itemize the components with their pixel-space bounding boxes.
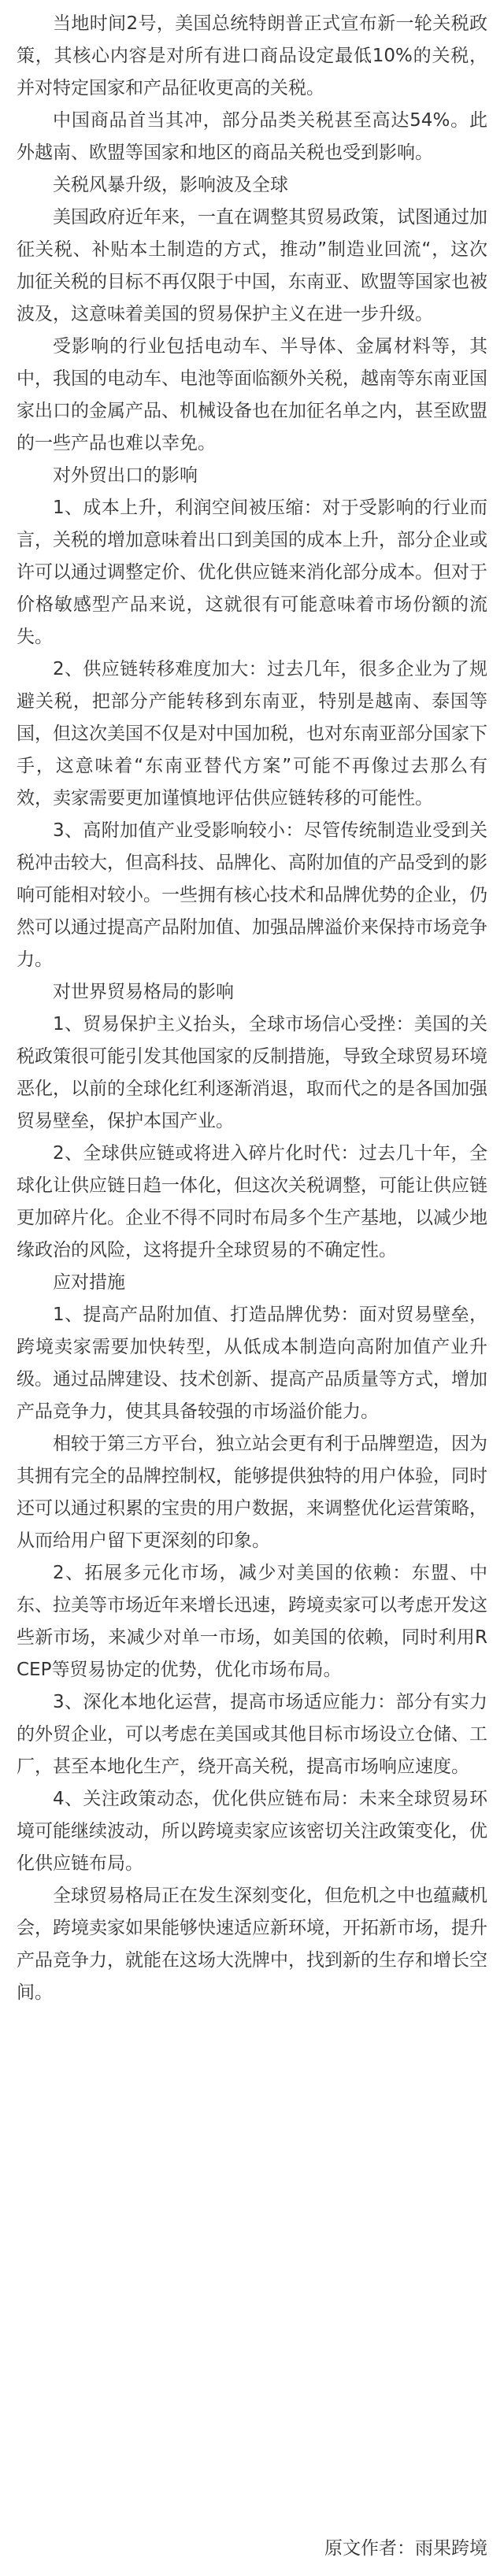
paragraph: 美国政府近年来，一直在调整其贸易政策，试图通过加征关税、补贴本土制造的方式，推动”制造业回流“，这次加征关税的目标不再仅限于中国，东南亚、欧盟等国家也被波及，这意味着美国的贸易保护主义在进一步升级。	[17, 207, 487, 324]
paragraph: 1、贸易保护主义抬头，全球市场信心受挫：美国的关税政策很可能引发其他国家的反制措施，导致全球贸易环境恶化，以前的全球化红利逐渐消退，取而代之的是各国加强贸易壁垒，保护本国产业。	[17, 1014, 487, 1131]
author-signature: 原文作者：雨果跨境	[324, 2538, 487, 2559]
intro-paragraph-2: 中国商品首当其冲，部分品类关税甚至高达54%。此外越南、欧盟等国家和地区的商品关税也受到影响。	[17, 110, 487, 163]
section-heading-global-impact: 关税风暴升级，影响波及全球	[53, 175, 288, 195]
section-heading-export-impact: 对外贸出口的影响	[53, 465, 198, 486]
paragraph: 受影响的行业包括电动车、半导体、金属材料等，其中，我国的电动车、电池等面临额外关税，越南等东南亚国家出口的金属产品、机械设备也在加征名单之内，甚至欧盟的一些产品也难以幸免。	[17, 336, 487, 453]
paragraph: 1、提高产品附加值、打造品牌优势：面对贸易壁垒，跨境卖家需要加快转型，从低成本制造向高附加值产业升级。通过品牌建设、技术创新、提高产品质量等方式，增加产品竞争力，使其具备较强的市场溢价能力。	[17, 1305, 487, 1422]
paragraph: 1、成本上升，利润空间被压缩：对于受影响的行业而言，关税的增加意味着出口到美国的成本上升，部分企业或许可以通过调整定价、优化供应链来消化部分成本。但对于价格敏感型产品来说，这就很有可能意味着市场份额的流失。	[17, 498, 487, 647]
paragraph: 相较于第三方平台，独立站会更有利于品牌塑造，因为其拥有完全的品牌控制权，能够提供独特的用户体验，同时还可以通过积累的宝贵的用户数据，来调整优化运营策略，从而给用户留下更深刻的印象。	[17, 1434, 487, 1551]
paragraph: 3、高附加值产业受影响较小：尽管传统制造业受到关税冲击较大，但高科技、品牌化、高附加值的产品受到的影响可能相对较小。一些拥有核心技术和品牌优势的企业，仍然可以通过提高产品附加值、加强品牌溢价来保持市场竞争力。	[17, 820, 487, 970]
paragraph: 3、深化本地化运营，提高市场适应能力：部分有实力的外贸企业，可以考虑在美国或其他目标市场设立仓储、工厂，甚至本地化生产，绕开高关税，提高市场响应速度。	[17, 1692, 487, 1777]
paragraph: 2、拓展多元化市场，减少对美国的依赖：东盟、中东、拉美等市场近年来增长迅速，跨境卖家可以考虑开发这些新市场，来减少对单一市场，如美国的依赖，同时利用RCEP等贸易协定的优势，优化市场布局。	[17, 1563, 487, 1680]
section-heading-world-trade-impact: 对世界贸易格局的影响	[53, 982, 234, 1002]
section-heading-countermeasures: 应对措施	[53, 1272, 125, 1293]
paragraph: 2、全球供应链或将进入碎片化时代：过去几十年，全球化让供应链日趋一体化，但这次关税调整，可能让供应链更加碎片化。企业不得不同时布局多个生产基地，以减少地缘政治的风险，这将提升全球贸易的不确定性。	[17, 1143, 487, 1260]
paragraph: 全球贸易格局正在发生深刻变化，但危机之中也蕴藏机会，跨境卖家如果能够快速适应新环境，开拓新市场，提升产品竞争力，就能在这场大洗牌中，找到新的生存和增长空间。	[17, 1886, 487, 2003]
paragraph: 4、关注政策动态，优化供应链布局：未来全球贸易环境可能继续波动，所以跨境卖家应该密切关注政策变化，优化供应链布局。	[17, 1789, 487, 1874]
intro-paragraph-1: 当地时间2号，美国总统特朗普正式宣布新一轮关税政策，其核心内容是对所有进口商品设定最低10%的关税，并对特定国家和产品征收更高的关税。	[17, 13, 487, 98]
paragraph: 2、供应链转移难度加大：过去几年，很多企业为了规避关税，把部分产能转移到东南亚，特别是越南、泰国等国，但这次美国不仅是对中国加税，也对东南亚部分国家下手，这意味着“东南亚替代方案”可能不再像过去那么有效，卖家需要更加谨慎地评估供应链转移的可能性。	[17, 659, 487, 809]
